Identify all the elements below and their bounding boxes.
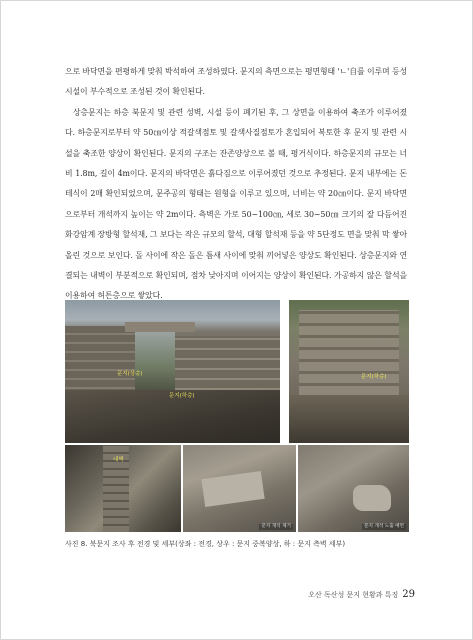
page-footer — [308, 589, 415, 600]
paragraph-upper-gate: 상층문지는 하층 북문지 및 관련 성벽, 시설 등이 폐기된 후, 그 상면을 이용하여 축조가 이루어졌다. 하층문지로부터 약 50㎝이상 적갈색점토 및 갈색사질점토가 혼입되어 복토한 후 문지 및 관련 시설을 축조한 양상이 확인된다. 문지의 구조는 잔존양상으로 볼 때, 평거식이다. 하층문지의 규모는 너비 1.8m, 길이 4m이다. 문지의 바닥면은 흙다짐으로 이루어졌던 것으로 추정된다. 문지 내부에는 돈테식이 2매 확인되었으며, 문주공의 형태는 원형을 이루고 있으며, 너비는 약 20㎝이다. 문지 바닥면으로부터 개석까지 높이는 약 2m이다. 측벽은 가로 50~100㎝, 세로 30~50㎝ 크기의 잘 다듬어진 화강암계 장방형 할석재, 그 보다는 작은 규모의 할석, 대형 할석재 등을 약 5단정도 면을 맞춰 막 쌓아올린 것으로 보인다. 돌 사이에 작은 돌은 틈새 사이에 맞춰 끼어넣은 양상도 확인된다. 상층문지와 연결되는 내벽이 부분적으로 확인되며, 점차 낮아지며 이어지는 양상이 확인된다. 가공하지 않은 할석을 이용하여 허튼층으로 쌓았다. — [65, 107, 407, 301]
ground — [289, 395, 409, 443]
label-lower-gate-right: 문지(하층) — [361, 374, 387, 380]
stone-wall-right — [173, 336, 280, 398]
label-lower-gate: 문지(하층) — [169, 393, 195, 399]
gate-opening — [135, 332, 175, 392]
box-label-capstone-back: 문지 개석 노출 배면 — [364, 524, 404, 529]
page-number: 29 — [402, 589, 415, 600]
footer-title: 오산 독산성 문지 현황과 특징 — [308, 591, 399, 599]
body-text — [65, 62, 407, 307]
photo-side-wall-detail — [183, 445, 296, 532]
photo-north-gate-overview — [65, 300, 280, 443]
photo-caption: 사진 8. 북문지 조사 후 전경 및 세부(상좌 : 전경, 상우 : 문지 중복양상, 하 : 문지 측벽 세부) — [65, 540, 346, 548]
photo-capstone-back — [298, 445, 409, 532]
stone-wall-left — [65, 326, 135, 396]
box-label-capstone-removed: 문지 개석 제거 — [261, 524, 291, 529]
photo-inner-wall — [65, 445, 181, 532]
gate-lintel — [125, 322, 195, 332]
stone-courses — [299, 310, 399, 395]
photo-gate-overlap — [289, 300, 409, 443]
stone-slab — [201, 471, 264, 507]
label-inner-wall: 내벽 — [113, 457, 124, 463]
label-upper-gate: 문지(상층) — [117, 371, 143, 377]
paragraph-continued: 으로 바닥면을 편평하게 맞춰 박석하여 조성하였다. 문지의 측면으로는 평면형태 'ㄴ'自를 이루며 등성시설이 부수적으로 조성된 것이 확인된다. — [65, 67, 407, 97]
capstone-rock — [353, 485, 391, 511]
